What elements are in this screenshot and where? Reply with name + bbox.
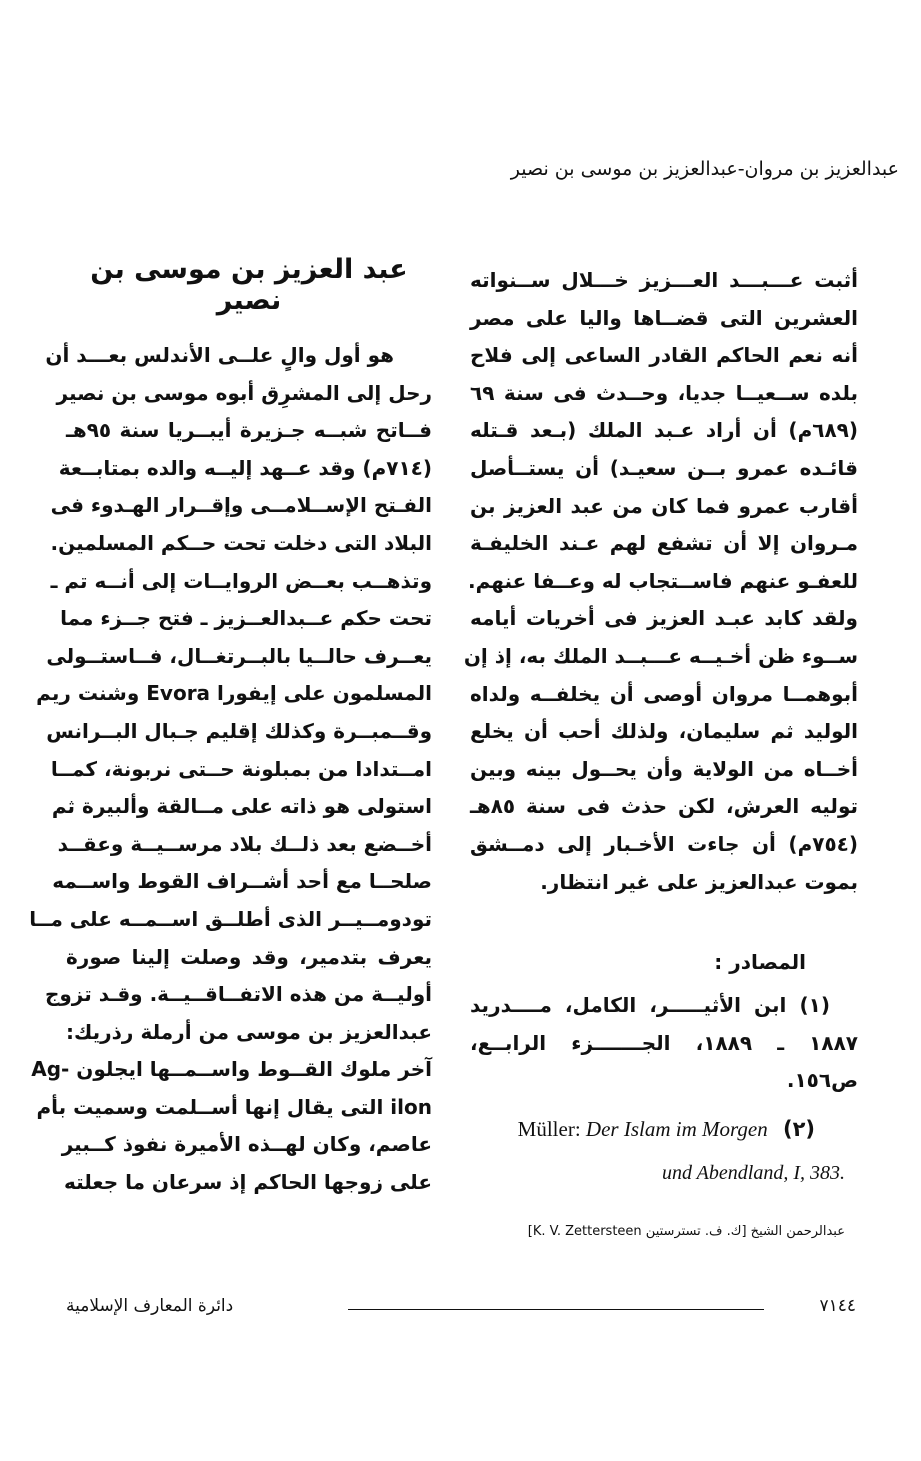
running-head: عبدالعزيز بن مروان-عبدالعزيز بن موسى بن نصير (510, 158, 899, 180)
text-line: (٧٥٤م) أن جاءت الأخـبار إلى دمــشق (470, 831, 858, 856)
reference-2-continued: und Abendland, I, 383. (662, 1162, 845, 1184)
text-line: أبوهمــا مروان أوصى أن يخلفــه ولداه (470, 681, 858, 706)
reference-2-number: (٢) (782, 1117, 815, 1141)
article-title: عبد العزيز بن موسى بن نصير (90, 254, 408, 316)
text-line: أنه نعم الحاكم القادر الساعى إلى فلاح (470, 343, 858, 368)
reference-1 (470, 987, 858, 1100)
text-line: قائـده عمرو بــن سعيـد) أن يستــأصل (470, 455, 858, 480)
text-line: أوليــة من هذه الاتفــاقــيــة. وقـد تزوج (44, 982, 432, 1007)
text-line: أخــاه من الولاية وأن يحــول بينه وبين (470, 756, 858, 781)
reference-line: (١) ابن الأثيـــــر، الكامل، مــــدريد (470, 993, 830, 1017)
text-line: المسلمون على إيفورا Evora وشنت ريم (36, 681, 432, 706)
reference-2-author: Müller: (517, 1117, 581, 1141)
reference-line: ص١٥٦. (786, 1068, 858, 1093)
text-line: تودومــيــر الذى أطلــق اســمــه على مــا (29, 906, 432, 931)
text-line: وقــمبــرة وكذلك إقليم جـبال البــرانس (46, 718, 432, 743)
text-line: عاصم، وكان لهــذه الأميرة نفوذ كــبير (61, 1132, 432, 1157)
right-column-body (463, 262, 858, 901)
text-line: (٦٨٩م) أن أراد عـبد الملك (بـعد قـتله (470, 418, 858, 443)
text-line: آخر ملوك القــوط واســمــها ايجلون -Ag (31, 1057, 432, 1082)
text-line: البلاد التى دخلت تحت حــكم المسلمين. (50, 530, 432, 555)
text-line: استولى هو ذاته على مــالقة وألبيرة ثم (51, 794, 432, 819)
text-line: يعرف بتدمير، وقد وصلت إلينا صورة (66, 944, 432, 969)
author-signature: عبدالرحمن الشيخ [ك. ف. تسترستين K. V. Zettersteen] (527, 1224, 845, 1239)
text-line: الفـتح الإســلامــى وإقــرار الهـدوء فى (50, 493, 432, 518)
text-line: ســوء ظن أخـيــه عـــبــد الملك به، إذ إن (463, 643, 858, 668)
text-line: ilon التى يقال إنها أســلمت وسميت بأم (36, 1094, 432, 1119)
reference-line: ١٨٨٧ ـ ١٨٨٩، الجـــــــزء الرابــع، (470, 1030, 858, 1055)
text-line: للعفـو عنهم فاســتجاب له وعــفا عنهم. (467, 568, 858, 593)
text-line: مـروان إلا أن تشفع لهم عـند الخليفـة (470, 531, 858, 556)
text-line: الوليد ثم سليمان، ولذلك أحب أن يخلع (470, 719, 858, 744)
text-line: رحل إلى المشرِق أبوه موسى بن نصير (56, 380, 432, 405)
text-line: أثبت عـــبـــد العـــزيز خـــلال ســنواته (470, 268, 858, 292)
text-line: تحت حكم عــبدالعــزيز ـ فتح جــزء مما (60, 606, 432, 631)
text-line: وتذهــب بعــض الروايــات إلى أنــه تم ـ (50, 568, 432, 593)
page-number: ٧١٤٤ (819, 1296, 856, 1316)
text-line: فــاتح شبــه جـزيرة أيبــريا سنة ٩٥هـ (66, 418, 432, 443)
footer-rule (348, 1309, 764, 1310)
text-line: العشرين التى قضــاها واليا على مصر (470, 305, 858, 330)
page-footer (66, 1296, 856, 1322)
publication-name: دائرة المعارف الإسلامية (66, 1296, 234, 1316)
text-line: عبدالعزيز بن موسى من أرملة رذريك: (66, 1019, 432, 1044)
text-line: امــتدادا من بمبلونة حــتى نربونة، كمــا (50, 756, 432, 781)
text-line: على زوجها الحاكم إذ سرعان ما جعلته (63, 1170, 432, 1195)
text-line: (٧١٤م) وقد عــهد إليــه والده بمتابــعة (58, 455, 432, 480)
text-line: أقارب عمرو فما كان من عبد العزيز بن (470, 493, 858, 518)
text-line: أخــضع بعد ذلــك بلاد مرســيــة وعقــد (57, 831, 432, 856)
sources-heading: المصادر : (714, 950, 806, 974)
text-line: ولقد كابد عبـد العزيز فى أخريات أيامه (470, 606, 858, 631)
reference-2 (470, 1117, 815, 1142)
text-line: بلده ســعيــا جديا، وحــدث فى سنة ٦٩ (470, 380, 858, 405)
left-column-body (29, 337, 432, 1202)
text-line: صلحــا مع أحد أشــراف القوط واســمه (52, 869, 432, 894)
text-line: بموت عبدالعزيز على غير انتظار. (540, 869, 858, 894)
text-line: توليه العرش، لكن حذث فى سنة ٨٥هـ (470, 794, 858, 819)
text-line: هو أول والٍ علــى الأندلس بعـــد أن (45, 343, 394, 367)
reference-2-title: Der Islam im Morgen (585, 1117, 768, 1141)
text-line: يعــرف حالــيا بالبــرتغــال، فــاستــولى (46, 643, 432, 668)
